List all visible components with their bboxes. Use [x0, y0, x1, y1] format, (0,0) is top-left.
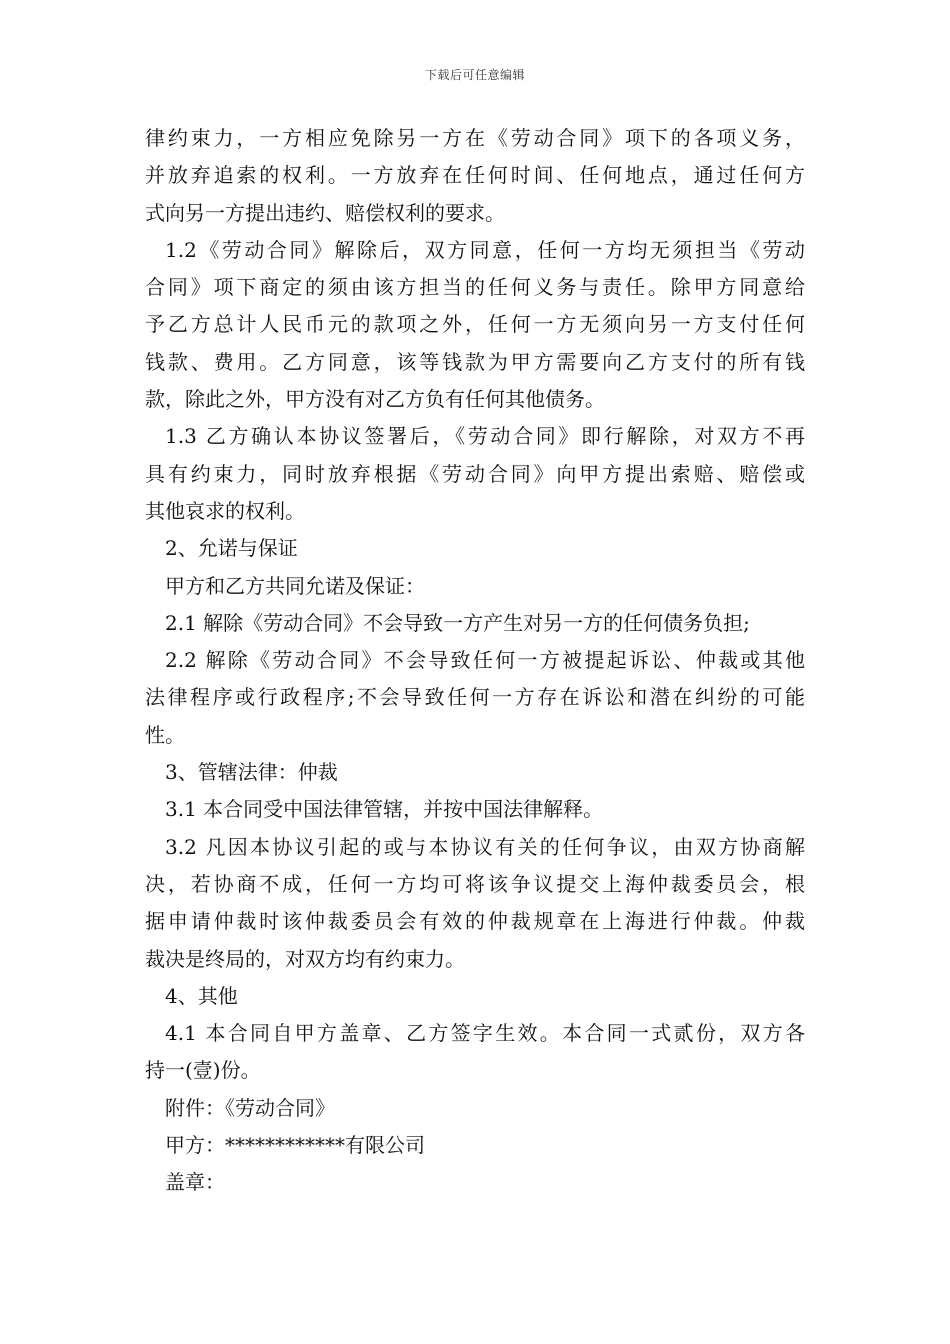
document-line: 4.1 本合同自甲方盖章、乙方签字生效。本合同一式贰份，双方各	[165, 1021, 805, 1046]
document-line: 款，除此之外，甲方没有对乙方负有任何其他债务。	[145, 387, 605, 412]
document-line: 甲方：************有限公司	[165, 1133, 425, 1158]
document-line: 2.1 解除《劳动合同》不会导致一方产生对另一方的任何债务负担;	[165, 610, 750, 635]
document-line: 附件：《劳动合同》	[165, 1095, 335, 1120]
document-line: 3.1 本合同受中国法律管辖，并按中国法律解释。	[165, 797, 604, 822]
document-line: 具有约束力，同时放弃根据《劳动合同》向甲方提出索赔、赔偿或	[145, 461, 805, 486]
document-line: 1.3 乙方确认本协议签署后，《劳动合同》即行解除，对双方不再	[165, 424, 805, 449]
document-line: 予乙方总计人民币元的款项之外，任何一方无须向另一方支付任何	[145, 312, 805, 337]
document-line: 4、其他	[165, 983, 238, 1008]
document-line: 2.2 解除《劳动合同》不会导致任何一方被提起诉讼、仲裁或其他	[165, 648, 805, 673]
document-body	[145, 120, 805, 1202]
document-line: 律约束力，一方相应免除另一方在《劳动合同》项下的各项义务，	[145, 126, 805, 150]
document-line: 决，若协商不成，任何一方均可将该争议提交上海仲裁委员会，根	[145, 871, 805, 896]
document-line: 3.2 凡因本协议引起的或与本协议有关的任何争议，由双方协商解	[165, 834, 805, 859]
document-line: 性。	[145, 722, 185, 747]
page-header: 下载后可任意编辑	[424, 68, 525, 82]
document-line: 裁决是终局的，对双方均有约束力。	[145, 946, 465, 971]
document-line: 式向另一方提出违约、赔偿权利的要求。	[145, 200, 505, 225]
document-line: 持一(壹)份。	[145, 1058, 261, 1083]
document-line: 1.2《劳动合同》解除后，双方同意，任何一方均无须担当《劳动	[165, 237, 805, 262]
document-line: 并放弃追索的权利。一方放弃在任何时间、任何地点，通过任何方	[145, 163, 805, 188]
document-line: 3、管辖法律：仲裁	[165, 760, 338, 785]
document-line: 甲方和乙方共同允诺及保证：	[165, 573, 425, 598]
document-line: 2、允诺与保证	[165, 536, 298, 561]
document-line: 盖章：	[165, 1170, 225, 1195]
document-line: 法律程序或行政程序;不会导致任何一方存在诉讼和潜在纠纷的可能	[145, 685, 805, 710]
document-line: 钱款、费用。乙方同意，该等钱款为甲方需要向乙方支付的所有钱	[145, 349, 805, 374]
document-line: 据申请仲裁时该仲裁委员会有效的仲裁规章在上海进行仲裁。仲裁	[145, 909, 805, 934]
document-line: 其他哀求的权利。	[145, 498, 305, 523]
document-line: 合同》项下商定的须由该方担当的任何义务与责任。除甲方同意给	[145, 275, 805, 300]
